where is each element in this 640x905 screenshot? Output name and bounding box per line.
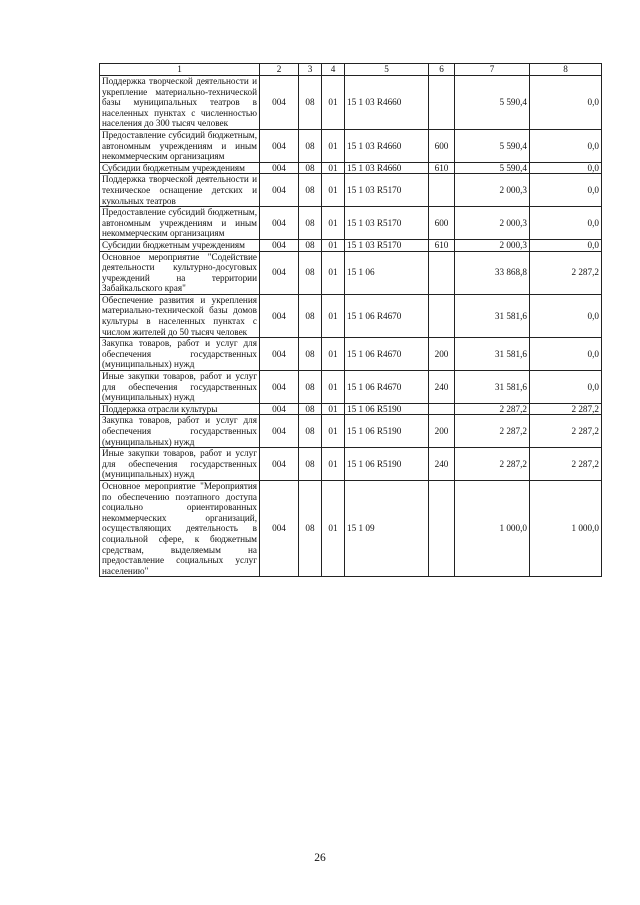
amount-cell: 5 590,4 [455,129,530,162]
subsection-cell: 01 [322,174,345,207]
subsection-cell: 01 [322,480,345,576]
target-article-cell: 15 1 03 R5170 [345,207,429,240]
subsection-cell: 01 [322,403,345,415]
expense-type-cell [429,294,455,337]
section-cell: 08 [299,239,322,251]
table-header [100,64,602,76]
section-cell: 08 [299,207,322,240]
admin-code-cell: 004 [260,415,299,448]
expense-type-cell: 240 [429,448,455,481]
expense-type-cell [429,251,455,294]
amount-cell: 31 581,6 [455,338,530,371]
amount-cell: 0,0 [530,338,602,371]
target-article-cell: 15 1 03 R4660 [345,162,429,174]
amount-cell: 0,0 [530,371,602,404]
expense-type-cell: 600 [429,129,455,162]
amount-cell: 2 287,2 [530,415,602,448]
target-article-cell: 15 1 03 R5170 [345,239,429,251]
name-cell: Основное мероприятие "Содействие деятельности культурно-досуговых учреждений на территории Забайкальского края" [100,251,260,294]
expense-type-cell: 600 [429,207,455,240]
name-cell: Предоставление субсидий бюджетным, автономным учреждениям и иным некоммерческим организациям [100,207,260,240]
target-article-cell: 15 1 03 R4660 [345,129,429,162]
amount-cell: 33 868,8 [455,251,530,294]
section-cell: 08 [299,371,322,404]
budget-table [99,63,602,577]
subsection-cell: 01 [322,371,345,404]
table-row [100,338,602,371]
column-header-3: 3 [299,64,322,76]
amount-cell: 5 590,4 [455,76,530,130]
amount-cell: 2 000,3 [455,239,530,251]
section-cell: 08 [299,415,322,448]
target-article-cell: 15 1 06 R5190 [345,415,429,448]
name-cell: Основное мероприятие "Мероприятия по обеспечению поэтапного доступа социально ориентированных некоммерческих организаций, осуществляющих деятельность в социальной сфере, к бюджетным средствам, выделяемым на предоставление социальных услуг населению" [100,480,260,576]
name-cell: Субсидии бюджетным учреждениям [100,239,260,251]
amount-cell: 2 287,2 [530,251,602,294]
amount-cell: 31 581,6 [455,294,530,337]
subsection-cell: 01 [322,207,345,240]
subsection-cell: 01 [322,76,345,130]
section-cell: 08 [299,480,322,576]
subsection-cell: 01 [322,338,345,371]
target-article-cell: 15 1 06 R5190 [345,403,429,415]
amount-cell: 1 000,0 [455,480,530,576]
amount-cell: 2 287,2 [455,403,530,415]
name-cell: Закупка товаров, работ и услуг для обеспечения государственных (муниципальных) нужд [100,338,260,371]
column-header-2: 2 [260,64,299,76]
admin-code-cell: 004 [260,403,299,415]
name-cell: Поддержка отрасли культуры [100,403,260,415]
admin-code-cell: 004 [260,251,299,294]
amount-cell: 0,0 [530,76,602,130]
admin-code-cell: 004 [260,338,299,371]
section-cell: 08 [299,448,322,481]
target-article-cell: 15 1 09 [345,480,429,576]
subsection-cell: 01 [322,294,345,337]
expense-type-cell [429,174,455,207]
table-row [100,251,602,294]
amount-cell: 0,0 [530,129,602,162]
admin-code-cell: 004 [260,239,299,251]
table-row [100,403,602,415]
column-header-7: 7 [455,64,530,76]
admin-code-cell: 004 [260,480,299,576]
expense-type-cell: 200 [429,338,455,371]
admin-code-cell: 004 [260,129,299,162]
subsection-cell: 01 [322,162,345,174]
section-cell: 08 [299,162,322,174]
expense-type-cell [429,403,455,415]
table-row [100,371,602,404]
admin-code-cell: 004 [260,371,299,404]
admin-code-cell: 004 [260,174,299,207]
target-article-cell: 15 1 06 R4670 [345,294,429,337]
table-row [100,207,602,240]
table-row [100,448,602,481]
expense-type-cell: 610 [429,239,455,251]
name-cell: Иные закупки товаров, работ и услуг для обеспечения государственных (муниципальных) нужд [100,448,260,481]
amount-cell: 0,0 [530,162,602,174]
expense-type-cell: 240 [429,371,455,404]
admin-code-cell: 004 [260,448,299,481]
section-cell: 08 [299,174,322,207]
subsection-cell: 01 [322,251,345,294]
subsection-cell: 01 [322,448,345,481]
section-cell: 08 [299,403,322,415]
admin-code-cell: 004 [260,294,299,337]
table-row [100,239,602,251]
expense-type-cell [429,480,455,576]
amount-cell: 2 287,2 [530,448,602,481]
amount-cell: 2 287,2 [530,403,602,415]
column-header-8: 8 [530,64,602,76]
column-header-4: 4 [322,64,345,76]
amount-cell: 1 000,0 [530,480,602,576]
column-header-6: 6 [429,64,455,76]
name-cell: Обеспечение развития и укрепления материально-технической базы домов культуры в населенных пунктах с числом жителей до 50 тысяч человек [100,294,260,337]
table-row [100,415,602,448]
admin-code-cell: 004 [260,162,299,174]
amount-cell: 2 000,3 [455,207,530,240]
section-cell: 08 [299,251,322,294]
target-article-cell: 15 1 06 R5190 [345,448,429,481]
amount-cell: 0,0 [530,239,602,251]
table-row [100,162,602,174]
table-row [100,174,602,207]
table-body [100,76,602,577]
target-article-cell: 15 1 03 R4660 [345,76,429,130]
expense-type-cell [429,76,455,130]
target-article-cell: 15 1 06 [345,251,429,294]
name-cell: Закупка товаров, работ и услуг для обеспечения государственных (муниципальных) нужд [100,415,260,448]
target-article-cell: 15 1 03 R5170 [345,174,429,207]
target-article-cell: 15 1 06 R4670 [345,338,429,371]
name-cell: Поддержка творческой деятельности и техническое оснащение детских и кукольных театров [100,174,260,207]
table-row [100,129,602,162]
amount-cell: 5 590,4 [455,162,530,174]
amount-cell: 0,0 [530,174,602,207]
expense-type-cell: 200 [429,415,455,448]
name-cell: Предоставление субсидий бюджетным, автономным учреждениям и иным некоммерческим организациям [100,129,260,162]
subsection-cell: 01 [322,129,345,162]
subsection-cell: 01 [322,415,345,448]
amount-cell: 31 581,6 [455,371,530,404]
amount-cell: 0,0 [530,294,602,337]
table-row [100,294,602,337]
name-cell: Поддержка творческой деятельности и укрепление материально-технической базы муниципальных театров в населенных пунктах с численностью населения до 300 тысяч человек [100,76,260,130]
column-header-5: 5 [345,64,429,76]
page-number: 26 [314,852,326,864]
amount-cell: 2 287,2 [455,448,530,481]
name-cell: Иные закупки товаров, работ и услуг для обеспечения государственных (муниципальных) нужд [100,371,260,404]
header-row [100,64,602,76]
amount-cell: 2 000,3 [455,174,530,207]
section-cell: 08 [299,338,322,371]
section-cell: 08 [299,76,322,130]
target-article-cell: 15 1 06 R4670 [345,371,429,404]
section-cell: 08 [299,129,322,162]
section-cell: 08 [299,294,322,337]
name-cell: Субсидии бюджетным учреждениям [100,162,260,174]
amount-cell: 2 287,2 [455,415,530,448]
column-header-1: 1 [100,64,260,76]
admin-code-cell: 004 [260,207,299,240]
expense-type-cell: 610 [429,162,455,174]
admin-code-cell: 004 [260,76,299,130]
table-row [100,76,602,130]
subsection-cell: 01 [322,239,345,251]
amount-cell: 0,0 [530,207,602,240]
table-row [100,480,602,576]
